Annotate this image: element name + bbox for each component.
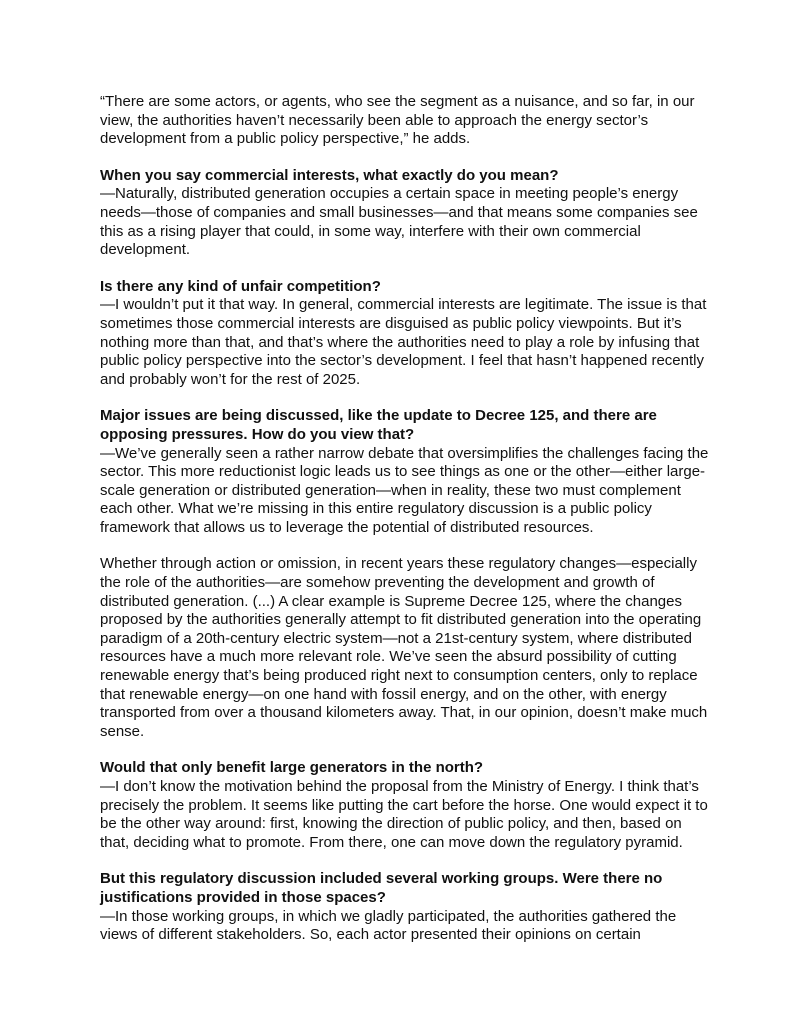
body-paragraph <box>100 555 710 741</box>
answer-text: —I don’t know the motivation behind the proposal from the Ministry of Energy. I think that’s precisely the problem. It seems like putting the cart before the horse. One would expect it to be the other way around: first, knowing the direction of public policy, and then, based on that, deciding what to promote. From there, one can move down the regulatory pyramid. <box>100 778 708 851</box>
qa-block-decree-125 <box>100 407 710 537</box>
intro-paragraph <box>100 93 710 149</box>
question-heading: Would that only benefit large generators in the north? <box>100 759 484 777</box>
question-heading: Major issues are being discussed, like the update to Decree 125, and there are opposing pressures. How do you view that? <box>100 407 657 443</box>
qa-block-large-generators <box>100 759 710 852</box>
qa-block-commercial-interests <box>100 167 710 260</box>
answer-text: —We’ve generally seen a rather narrow debate that oversimplifies the challenges facing the sector. This more reductionist logic leads us to see things as one or the other—either large-scale generation or distributed generation—when in reality, these two must complement each other. What we’re missing in this entire regulatory discussion is a public policy framework that allows us to leverage the potential of distributed resources. <box>100 444 709 536</box>
intro-text: “There are some actors, or agents, who see the segment as a nuisance, and so far, in our view, the authorities haven’t necessarily been able to approach the energy sector’s development from a public policy perspective,” he adds. <box>100 93 695 148</box>
qa-block-unfair-competition <box>100 278 710 390</box>
question-heading: When you say commercial interests, what exactly do you mean? <box>100 166 559 184</box>
article-page <box>100 93 710 963</box>
answer-text: —I wouldn’t put it that way. In general, commercial interests are legitimate. The issue is that sometimes those commercial interests are disguised as public policy viewpoints. But it’s nothing more than that, and that’s where the authorities need to play a role by infusing that public policy perspective into the sector’s development. I feel that hasn’t happened recently and probably won’t for the rest of 2025. <box>100 296 707 388</box>
question-heading: Is there any kind of unfair competition? <box>100 277 381 295</box>
question-heading: But this regulatory discussion included several working groups. Were there no justifications provided in those spaces? <box>100 870 663 906</box>
paragraph-text: Whether through action or omission, in recent years these regulatory changes—especially the role of the authorities—are somehow preventing the development and growth of distributed generation. (...) A clear example is Supreme Decree 125, where the changes proposed by the authorities generally attempt to fit distributed generation into the operating paradigm of a 20th-century electric system—not a 21st-century system, where distributed resources have a much more relevant role. We’ve seen the absurd possibility of cutting renewable energy that’s being produced right next to consumption centers, only to replace that renewable energy—on one hand with fossil energy, and on the other, with energy transported from over a thousand kilometers away. That, in our opinion, doesn’t make much sense. <box>100 555 708 740</box>
answer-text: —Naturally, distributed generation occupies a certain space in meeting people’s energy needs—those of companies and small businesses—and that means some companies see this as a rising player that could, in some way, interfere with their own commercial development. <box>100 185 698 259</box>
answer-text: —In those working groups, in which we gladly participated, the authorities gathered the views of different stakeholders. So, each actor presented their opinions on certain <box>100 907 677 944</box>
qa-block-working-groups <box>100 870 710 944</box>
